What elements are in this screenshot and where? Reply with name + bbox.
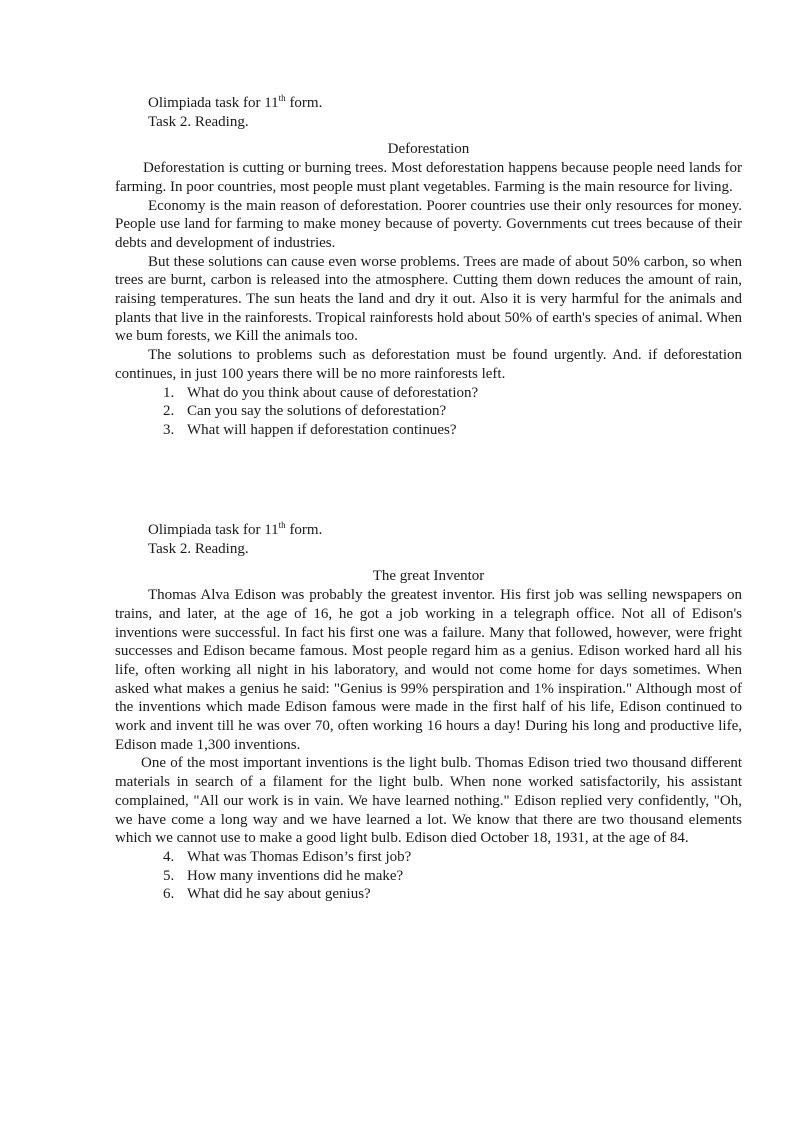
task-header	[115, 94, 742, 131]
paragraph: But these solutions can cause even worse problems. Trees are made of about 50% carbon, so when trees are burnt, carbon is released into the atmosphere. Cutting them down reduces the amount of rain, raising temperatures. The sun heats the land and dry it out. Also it is very harmful for the animals and plants that live in the rainforests. Tropical rainforests hold about 50% of earth's species of animal. When we bum forests, we Kill the animals too.	[115, 253, 742, 345]
text-title: The great Inventor	[372, 568, 485, 585]
question-text: What will happen if deforestation continues?	[187, 421, 457, 438]
question-item	[115, 885, 742, 904]
question-text: What was Thomas Edison’s first job?	[187, 848, 412, 865]
question-list	[115, 848, 742, 904]
ordinal-superscript: th	[278, 520, 286, 530]
question-number: 3.	[163, 421, 175, 438]
question-number: 4.	[163, 848, 175, 865]
question-list	[115, 384, 742, 440]
question-text: What do you think about cause of deforestation?	[187, 384, 479, 401]
question-item	[115, 384, 742, 403]
task-header	[115, 521, 742, 558]
form-line-suffix: form.	[285, 95, 323, 111]
paragraph: One of the most important inventions is the light bulb. Thomas Edison tried two thousand different materials in search of a filament for the light bulb. When none worked satisfactorily, his assistant complained, "All our work is in vain. We have learned nothing." Edison replied very confidently, "Oh, we have come a long way and we have learned a lot. We know that there are two thousand elements which we cannot use to make a good light bulb. Edison died October 18, 1931, at the age of 84.	[115, 755, 742, 847]
ordinal-superscript: th	[278, 93, 286, 103]
form-line-text: Olimpiada task for 11	[148, 522, 279, 538]
question-text: What did he say about genius?	[187, 886, 371, 903]
form-line-text: Olimpiada task for 11	[148, 95, 279, 111]
question-number: 5.	[163, 867, 175, 884]
question-item	[115, 848, 742, 867]
question-number: 2.	[163, 403, 175, 420]
question-item	[115, 867, 742, 886]
text-title: Deforestation	[387, 141, 470, 158]
question-text: How many inventions did he make?	[187, 867, 404, 884]
paragraph: Economy is the main reason of deforestation. Poorer countries use their only resources for money. People use land for farming to make money because of poverty. Governments cut trees because of their debts and development of industries.	[115, 197, 742, 251]
form-line-suffix: form.	[285, 522, 323, 538]
question-text: Can you say the solutions of deforestation?	[187, 403, 447, 420]
paragraph: Thomas Alva Edison was probably the greatest inventor. His first job was selling newspapers on trains, and later, at the age of 16, he got a job working in a telegraph office. Not all of Edison's inventions were successful. In fact his first one was a failure. Many that followed, however, were fright successes and Edison became famous. Most people regard him as a genius. Edison worked hard all his life, often working all night in his laboratory, and would not come home for days sometimes. When asked what makes a genius he said: "Genius is 99% perspiration and 1% inspiration." Although most of the inventions which made Edison famous were made in the first half of his life, Edison continued to work and invent till he was over 70, often working 16 hours a day! During his long and productive life, Edison made 1,300 inventions.	[115, 587, 742, 753]
paragraph: The solutions to problems such as deforestation must be found urgently. And. if deforestation continues, in just 100 years there will be no more rainforests left.	[115, 347, 742, 382]
task-section-great-inventor	[115, 521, 742, 904]
question-number: 6.	[163, 886, 175, 903]
task-type-line: Task 2. Reading.	[148, 540, 249, 557]
question-item	[115, 402, 742, 421]
question-item	[115, 421, 742, 440]
task-section-deforestation	[115, 94, 742, 440]
task-form-line	[148, 94, 742, 113]
question-number: 1.	[163, 384, 175, 401]
task-form-line	[148, 521, 742, 540]
task-type-line: Task 2. Reading.	[148, 113, 249, 130]
paragraph: Deforestation is cutting or burning trees. Most deforestation happens because people need lands for farming. In poor countries, most people must plant vegetables. Farming is the main resource for living.	[115, 160, 742, 195]
